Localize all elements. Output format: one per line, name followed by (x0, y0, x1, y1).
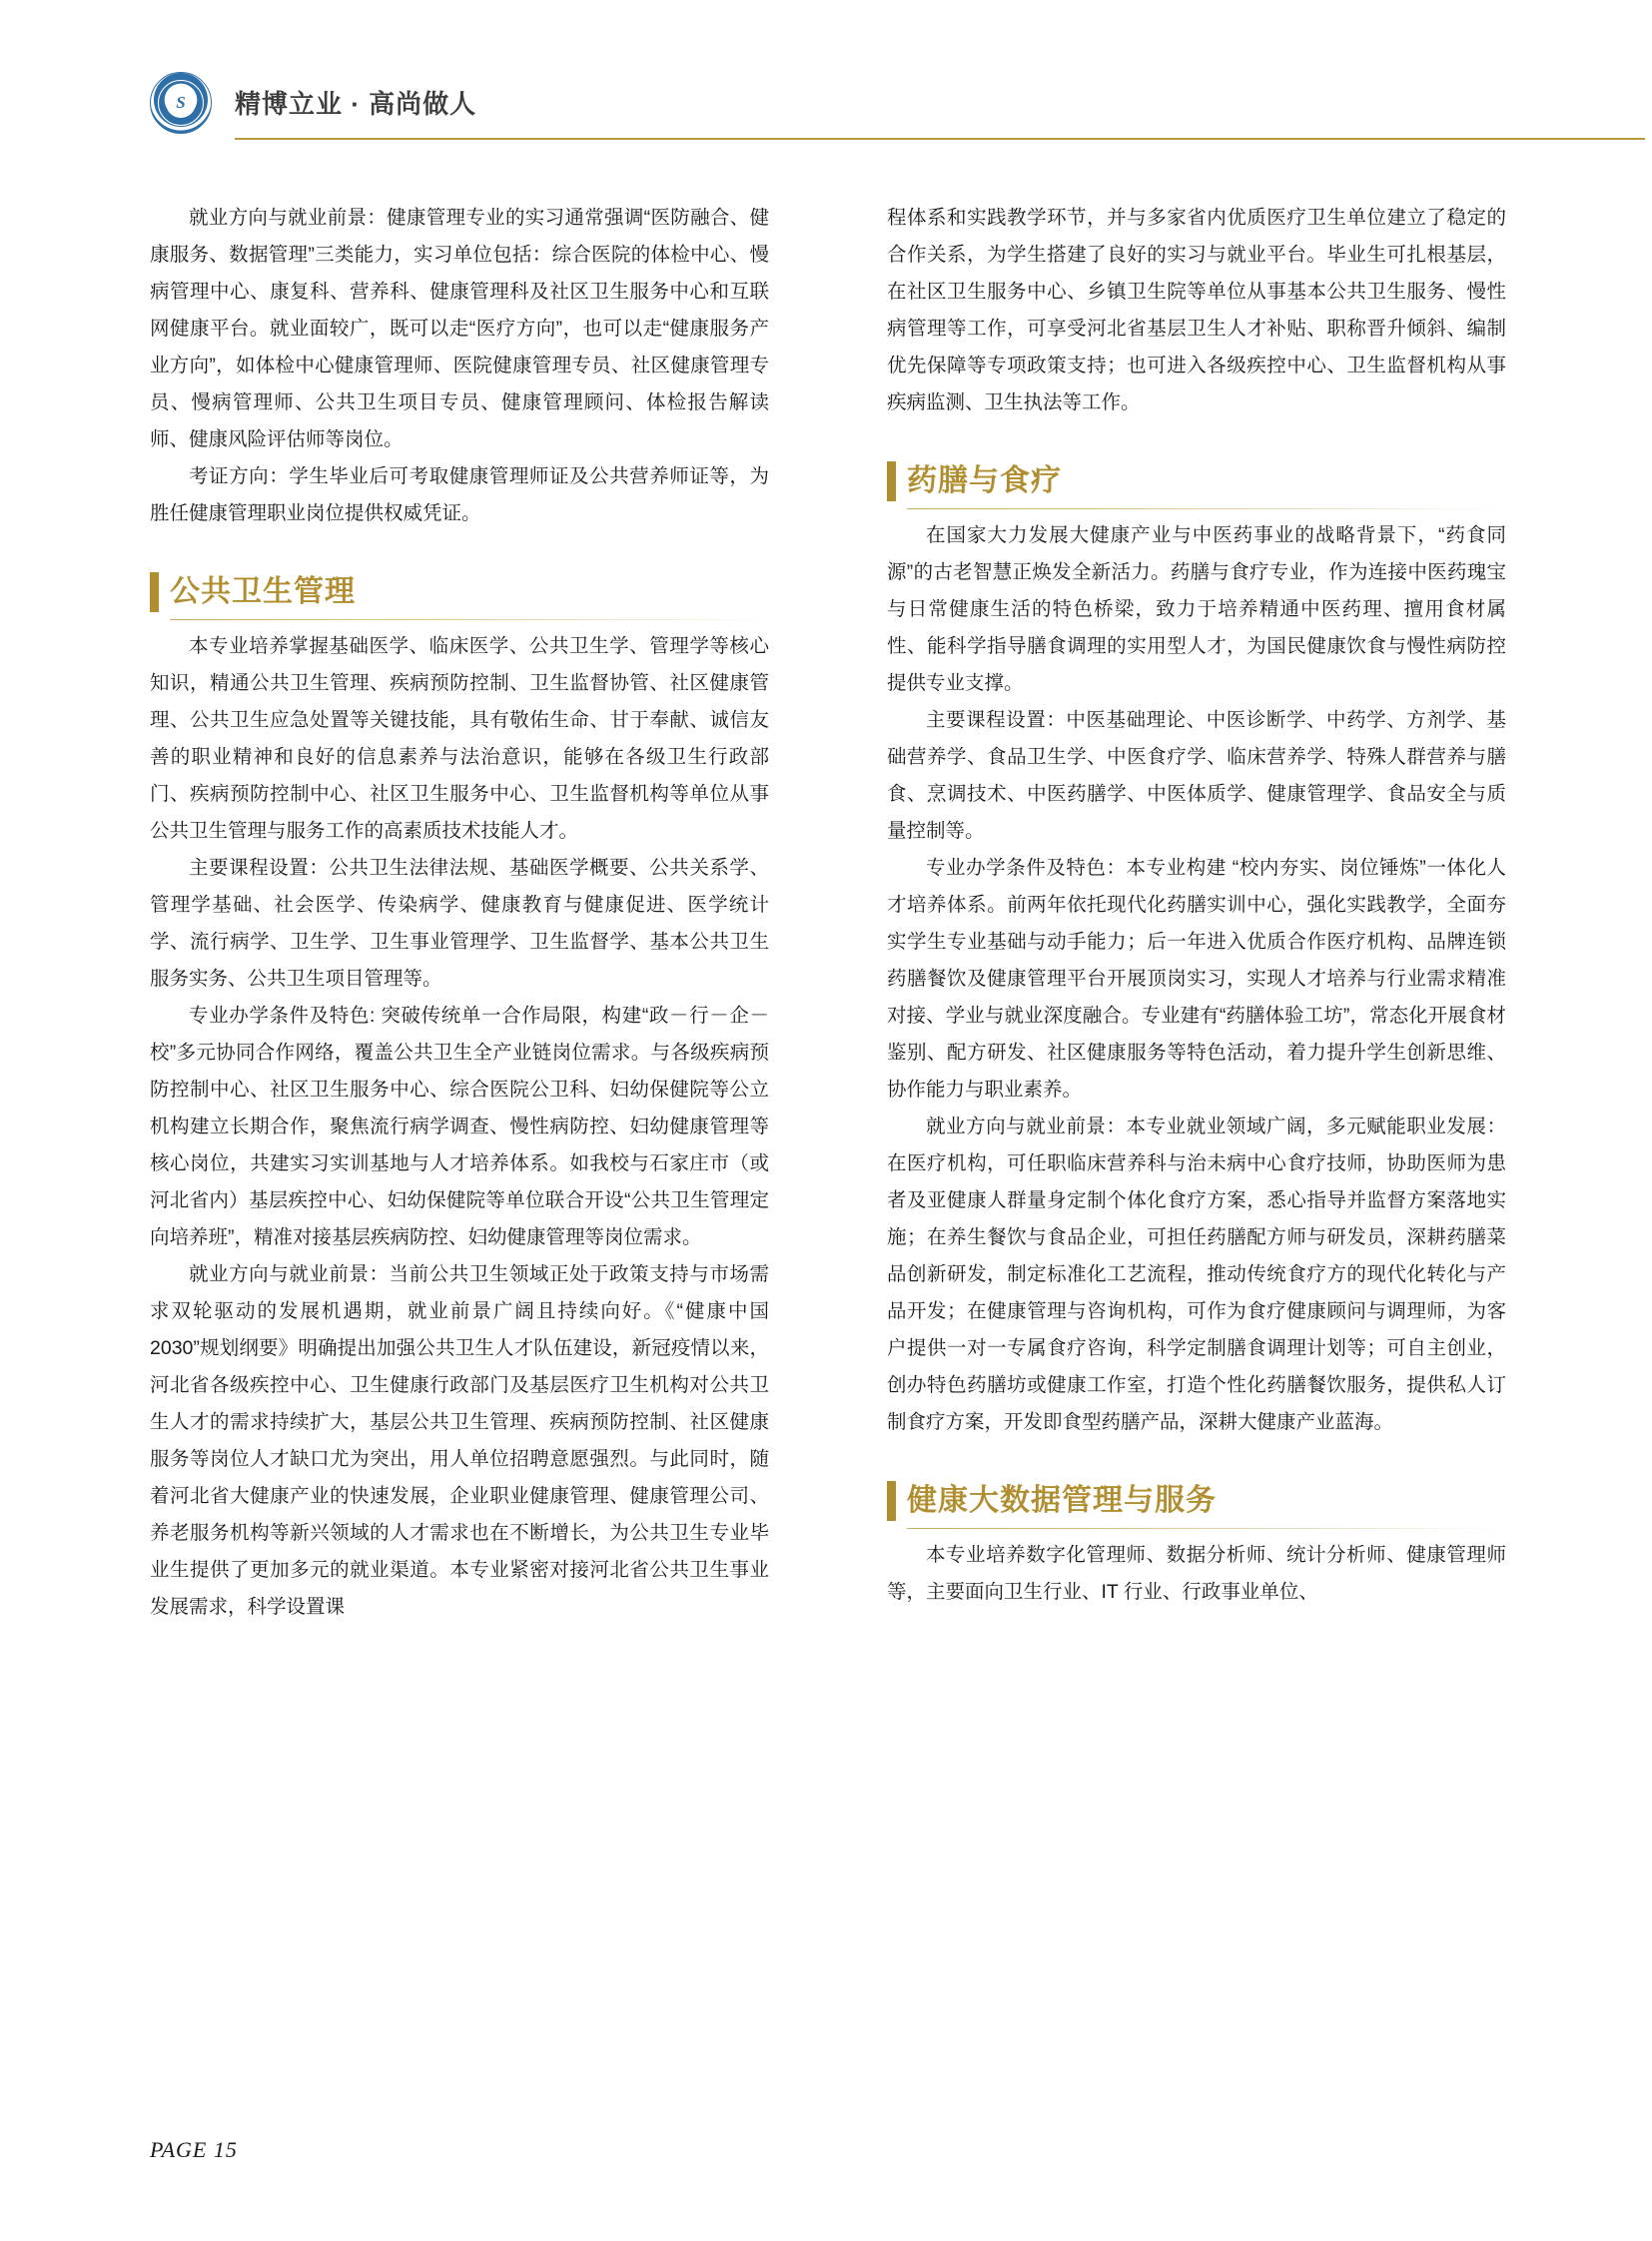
paragraph: 在国家大力发展大健康产业与中医药事业的战略背景下，“药食同源”的古老智慧正焕发全新活力。药膳与食疗专业，作为连接中医药瑰宝与日常健康生活的特色桥梁，致力于培养精通中医药理、擅用食材属性、能科学指导膳食调理的实用型人才，为国民健康饮食与慢性病防控提供专业支撑。 (887, 524, 1506, 694)
paragraph: 专业办学条件及特色: 突破传统单一合作局限，构建“政－行－企－校”多元协同合作网络，覆盖公共卫生全产业链岗位需求。与各级疾病预防控制中心、社区卫生服务中心、综合医院公卫科、妇幼保健院等公立机构建立长期合作，聚焦流行病学调查、慢性病防控、妇幼健康管理等核心岗位，共建实习实训基地与人才培养体系。如我校与石家庄市（或河北省内）基层疾控中心、妇幼保健院等单位联合开设“公共卫生管理定向培养班”，精准对接基层疾病防控、妇幼健康管理等岗位需求。 (150, 1005, 769, 1248)
paragraph: 程体系和实践教学环节，并与多家省内优质医疗卫生单位建立了稳定的合作关系，为学生搭建了良好的实习与就业平台。毕业生可扎根基层，在社区卫生服务中心、乡镇卫生院等单位从事基本公共卫生服务、慢性病管理等工作，可享受河北省基层卫生人才补贴、职称晋升倾斜、编制优先保障等专项政策支持；也可进入各级疾控中心、卫生监督机构从事疾病监测、卫生执法等工作。 (887, 207, 1506, 413)
logo-monogram: S (166, 88, 196, 118)
section-heading-medicinal-diet (887, 459, 1506, 503)
heading-underline (907, 1528, 1506, 1529)
school-logo-icon (150, 72, 212, 134)
page-header (150, 72, 1548, 144)
header-divider (235, 138, 1645, 140)
paragraph: 本专业培养数字化管理师、数据分析师、统计分析师、健康管理师等，主要面向卫生行业、IT 行业、行政事业单位、 (887, 1544, 1506, 1603)
section-heading-health-big-data (887, 1479, 1506, 1523)
paragraph: 本专业培养掌握基础医学、临床医学、公共卫生学、管理学等核心知识，精通公共卫生管理、疾病预防控制、卫生监督协管、社区健康管理、公共卫生应急处置等关键技能，具有敬佑生命、甘于奉献、诚信友善的职业精神和良好的信息素养与法治意识，能够在各级卫生行政部门、疾病预防控制中心、社区卫生服务中心、卫生监督机构等单位从事公共卫生管理与服务工作的高素质技术技能人才。 (150, 635, 769, 842)
section-title: 药膳与食疗 (907, 464, 1062, 497)
paragraph: 主要课程设置：公共卫生法律法规、基础医学概要、公共关系学、管理学基础、社会医学、传染病学、健康教育与健康促进、医学统计学、流行病学、卫生学、卫生事业管理学、卫生监督学、基本公共卫生服务实务、公共卫生项目管理等。 (150, 857, 769, 990)
header-title: 精博立业 · 高尚做人 (235, 89, 477, 119)
paragraph: 考证方向：学生毕业后可考取健康管理师证及公共营养师证等，为胜任健康管理职业岗位提供权威凭证。 (150, 465, 769, 524)
section-title: 公共卫生管理 (170, 575, 356, 608)
page-number: PAGE 15 (150, 2137, 238, 2162)
paragraph: 就业方向与就业前景：健康管理专业的实习通常强调“医防融合、健康服务、数据管理”三类能力，实习单位包括：综合医院的体检中心、慢病管理中心、康复科、营养科、健康管理科及社区卫生服务中心和互联网健康平台。就业面较广，既可以走“医疗方向”，也可以走“健康服务产业方向”，如体检中心健康管理师、医院健康管理专员、社区健康管理专员、慢病管理师、公共卫生项目专员、健康管理顾问、体检报告解读师、健康风险评估师等岗位。 (150, 207, 769, 450)
paragraph: 专业办学条件及特色：本专业构建 “校内夯实、岗位锤炼”一体化人才培养体系。前两年依托现代化药膳实训中心，强化实践教学，全面夯实学生专业基础与动手能力；后一年进入优质合作医疗机构、品牌连锁药膳餐饮及健康管理平台开展顶岗实习，实现人才培养与行业需求精准对接、学业与就业深度融合。专业建有“药膳体验工坊”，常态化开展食材鉴别、配方研发、社区健康服务等特色活动，着力提升学生创新思维、协作能力与职业素养。 (887, 857, 1506, 1101)
heading-underline (907, 508, 1506, 509)
paragraph: 就业方向与就业前景：本专业就业领域广阔，多元赋能职业发展：在医疗机构，可任职临床营养科与治未病中心食疗技师，协助医师为患者及亚健康人群量身定制个体化食疗方案，悉心指导并监督方案落地实施；在养生餐饮与食品企业，可担任药膳配方师与研发员，深耕药膳菜品创新研发，制定标准化工艺流程，推动传统食疗方的现代化转化与产品开发；在健康管理与咨询机构，可作为食疗健康顾问与调理师，为客户提供一对一专属食疗咨询，科学定制膳食调理计划等；可自主创业，创办特色药膳坊或健康工作室，打造个性化药膳餐饮服务，提供私人订制食疗方案，开发即食型药膳产品，深耕大健康产业蓝海。 (887, 1116, 1506, 1433)
right-column (887, 200, 1506, 1611)
section-heading-public-health (150, 570, 769, 614)
section-title: 健康大数据管理与服务 (907, 1484, 1217, 1517)
paragraph: 主要课程设置：中医基础理论、中医诊断学、中药学、方剂学、基础营养学、食品卫生学、中医食疗学、临床营养学、特殊人群营养与膳食、烹调技术、中医药膳学、中医体质学、健康管理学、食品安全与质量控制等。 (887, 709, 1506, 842)
heading-accent-bar (887, 461, 896, 501)
heading-accent-bar (150, 572, 159, 612)
heading-underline (170, 619, 769, 620)
heading-accent-bar (887, 1481, 896, 1521)
paragraph: 就业方向与就业前景：当前公共卫生领域正处于政策支持与市场需求双轮驱动的发展机遇期，就业前景广阔且持续向好。《“健康中国 2030”规划纲要》明确提出加强公共卫生人才队伍建设，新冠疫情以来，河北省各级疾控中心、卫生健康行政部门及基层医疗卫生机构对公共卫生人才的需求持续扩大，基层公共卫生管理、疾病预防控制、社区健康服务等岗位人才缺口尤为突出，用人单位招聘意愿强烈。与此同时，随着河北省大健康产业的快速发展，企业职业健康管理、健康管理公司、养老服务机构等新兴领域的人才需求也在不断增长，为公共卫生专业毕业生提供了更加多元的就业渠道。本专业紧密对接河北省公共卫生事业发展需求，科学设置课 (150, 1263, 769, 1618)
left-column (150, 200, 769, 1626)
